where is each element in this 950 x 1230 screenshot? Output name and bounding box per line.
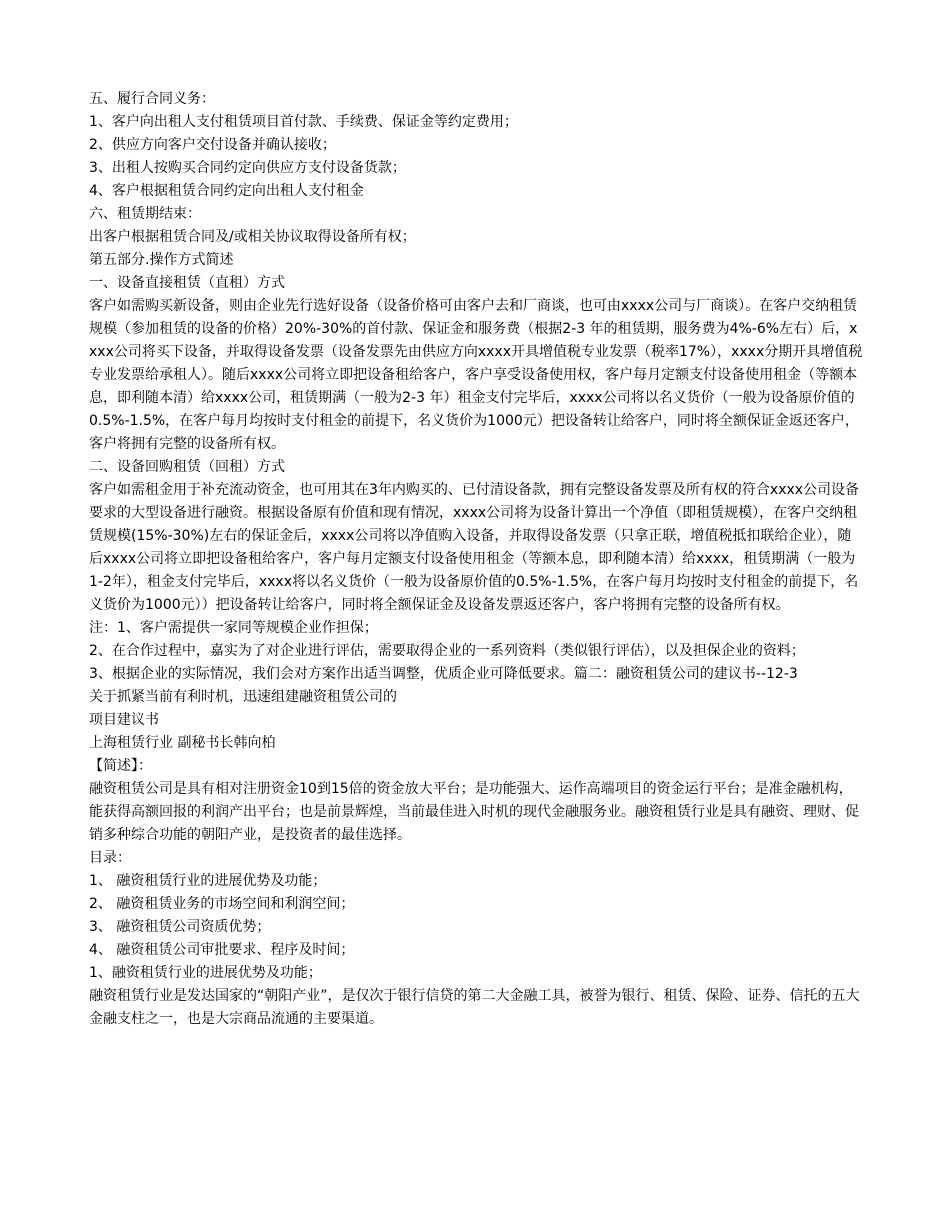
title-line: 关于抓紧当前有利时机，迅速组建融资租赁公司的: [89, 689, 397, 705]
note-line: 注：1、客户需提供一家同等规模企业作担保；: [89, 620, 378, 636]
section-heading: 一、设备直接租赁（直租）方式: [89, 275, 285, 291]
section-heading: 第五部分.操作方式简述: [89, 252, 234, 268]
title-line: 项目建议书: [89, 712, 159, 728]
toc-item: 4、 融资租赁公司审批要求、程序及时间；: [89, 942, 355, 958]
toc-item: 1、 融资租赁行业的进展优势及功能；: [89, 873, 327, 889]
note-line: 2、在合作过程中，嘉实为了对企业进行评估，需要取得企业的一系列资料（类似银行评估），以及担保企业的资料；: [89, 643, 805, 659]
toc-item: 2、 融资租赁业务的市场空间和利润空间；: [89, 896, 355, 912]
text-line: 1、客户向出租人支付租赁项目首付款、手续费、保证金等约定费用；: [89, 114, 518, 130]
section-heading: 1、融资租赁行业的进展优势及功能；: [89, 965, 322, 981]
text-line: 3、出租人按购买合同约定向供应方支付设备货款；: [89, 160, 406, 176]
paragraph: 客户如需购买新设备，则由企业先行选好设备（设备价格可由客户去和厂商谈，也可由xxxx公司与厂商谈）。在客户交纳租赁规模（参加租赁的设备的价格）20%-30%的首付款、保证金和服务费（根据2-3 年的租赁期，服务费为4%-6%左右）后，xxxx公司将买下设备，并取得设备发票（设备发票先由供应方向xxxx开具增值税专业发票（税率17%），xxxx分期开具增值税专业发票给承租人）。随后xxxx公司将立即把设备租给客户，客户享受设备使用权，客户每月定额支付设备使用租金（等额本息，即利随本清）给xxxx公司，租赁期满（一般为2-3 年）租金支付完毕后，xxxx公司将以名义货价（一般为设备原价值的0.5%-1.5%，在客户每月均按时支付租金的前提下，名义货价为1000元）把设备转让给客户，同时将全额保证金返还客户，客户将拥有完整的设备所有权。: [89, 298, 863, 452]
section-heading: 二、设备回购租赁（回租）方式: [89, 459, 285, 475]
text-line: 五、履行合同义务：: [89, 91, 215, 107]
text-line: 2、供应方向客户交付设备并确认接收；: [89, 137, 336, 153]
document-body: [89, 88, 864, 1031]
toc-item: 3、 融资租赁公司资质优势；: [89, 919, 271, 935]
note-line: 3、根据企业的实际情况，我们会对方案作出适当调整，优质企业可降低要求。篇二：融资租赁公司的建议书--12-3: [89, 666, 798, 682]
text-line: 4、客户根据租赁合同约定向出租人支付租金: [89, 183, 364, 199]
section-heading: 目录：: [89, 850, 131, 866]
author-line: 上海租赁行业 副秘书长韩向柏: [89, 735, 276, 751]
paragraph: 客户如需租金用于补充流动资金，也可用其在3年内购买的、已付清设备款，拥有完整设备发票及所有权的符合xxxx公司设备要求的大型设备进行融资。根据设备原有价值和现有情况，xxxx公司将为设备计算出一个净值（即租赁规模），在客户交纳租赁规模(15%-30%)左右的保证金后，xxxx公司将以净值购入设备，并取得设备发票（只拿正联，增值税抵扣联给企业），随后xxxx公司将立即把设备租给客户，客户每月定额支付设备使用租金（等额本息，即利随本清）给xxxx，租赁期满（一般为1-2年），租金支付完毕后，xxxx将以名义货价（一般为设备原价值的0.5%-1.5%，在客户每月均按时支付租金的前提下，名义货价为1000元））把设备转让给客户，同时将全额保证金及设备发票返还客户，客户将拥有完整的设备所有权。: [89, 482, 860, 613]
section-heading: 六、租赁期结束：: [89, 206, 201, 222]
paragraph: 融资租赁公司是具有相对注册资金10到15倍的资金放大平台；是功能强大、运作高端项目的资金运行平台；是准金融机构，能获得高额回报的利润产出平台；也是前景辉煌，当前最佳进入时机的现代金融服务业。融资租赁行业是具有融资、理财、促销多种综合功能的朝阳产业，是投资者的最佳选择。: [89, 781, 859, 843]
text-line: 出客户根据租赁合同及/或相关协议取得设备所有权；: [89, 229, 416, 245]
section-heading: 【简述】：: [89, 758, 152, 774]
paragraph: 融资租赁行业是发达国家的“朝阳产业”，是仅次于银行信贷的第二大金融工具，被誉为银行、租赁、保险、证券、信托的五大金融支柱之一，也是大宗商品流通的主要渠道。: [89, 988, 860, 1027]
